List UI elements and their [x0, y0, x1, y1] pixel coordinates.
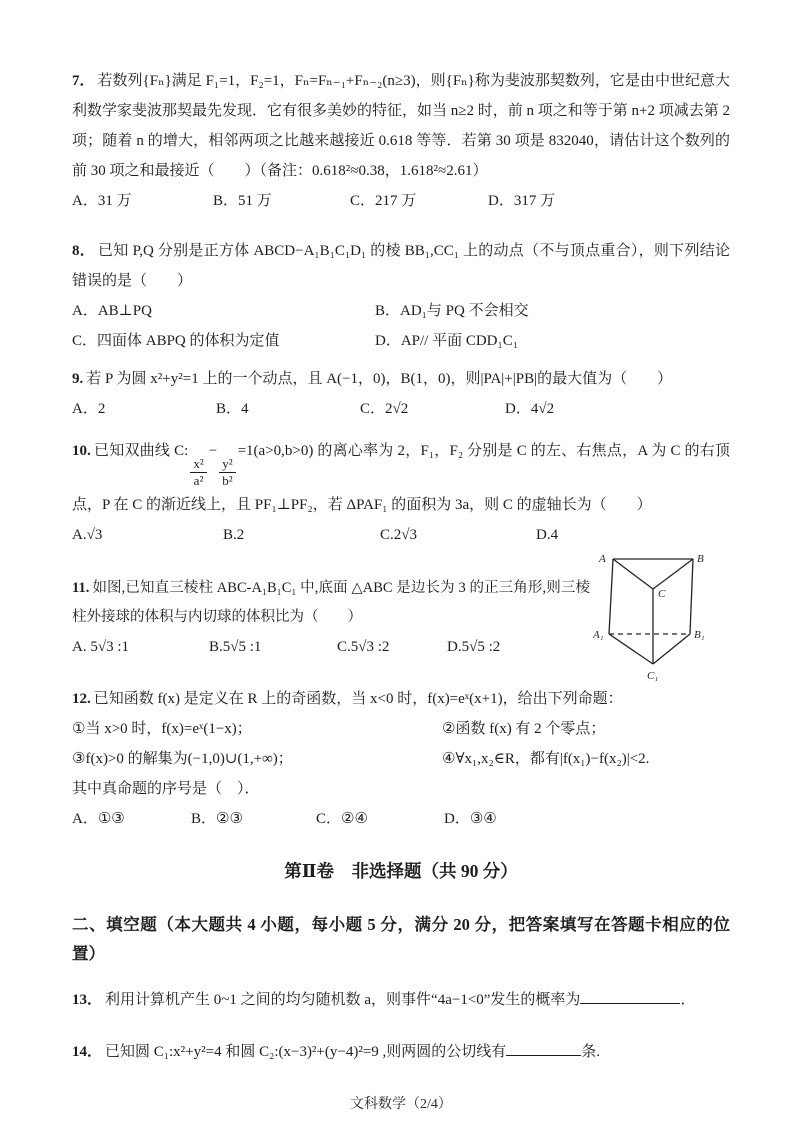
q9-option-d: D．4√2: [505, 401, 555, 417]
q10-option-b: B.2: [223, 526, 245, 543]
question-14-number: 14．: [72, 1044, 103, 1061]
fraction-numerator: y²: [219, 456, 235, 473]
question-13-text: [72, 985, 730, 1015]
question-9-options: [72, 394, 730, 424]
q8-option-a: A．AB⊥PQ: [72, 303, 152, 319]
minus-sign: −: [208, 443, 218, 459]
question-9-text: [72, 364, 730, 394]
q12-option-c: C．②④: [316, 810, 368, 827]
vertex-label-A1: A₁: [593, 628, 604, 641]
question-10-options: [72, 520, 730, 550]
q12-prop-2: ②函数 f(x) 有 2 个零点；: [442, 720, 606, 737]
fraction-denominator: a²: [193, 473, 204, 489]
question-8-options-row-1: [72, 296, 730, 326]
vertex-label-B: B: [697, 552, 704, 565]
question-7-body: 若数列{Fₙ}满足 F₁=1，F₂=1，Fₙ=Fₙ₋₁+Fₙ₋₂(n≥3)，则{Fₙ}称为斐波那契数列，它是由中世纪意大利数学家斐波那契最先发现．它有很多美妙的特征，如当 n≥2 时，前 n 项之和等于第 n+2 项减去第 2 项；随着 n 的增大，相邻两项之比越来越接近 0.618 等等．若第 30 项是 832040，请估计这个数列的前 30 项之和最接近（ ）（备注：0.618²≈0.38，1.618²≈2.61）: [72, 73, 730, 179]
question-11-text: [72, 574, 590, 632]
question-10: [72, 436, 730, 550]
q12-prop-3: ③f(x)>0 的解集为(−1,0)∪(1,+∞)；: [72, 750, 293, 767]
question-8-body: 已知 P,Q 分别是正方体 ABCD−A₁B₁C₁D₁ 的棱 BB₁,CC₁ 上的动点（不与顶点重合），则下列结论错误的是（ ）: [72, 243, 730, 289]
q11-option-c: C.5√3 :2: [337, 638, 390, 655]
q7-option-b: B．51 万: [213, 193, 272, 209]
question-11-body: 如图,已知直三棱柱 ABC-A₁B₁C₁ 中,底面 △ABC 是边长为 3 的正三角形,则三棱柱外接球的体积与内切球的体积比为（ ）: [72, 579, 590, 625]
question-12-options: [72, 804, 730, 834]
question-12-number: 12.: [72, 690, 91, 707]
answer-blank: [506, 1042, 581, 1056]
fraction-numerator: x²: [190, 456, 206, 473]
question-14-suffix: 条.: [581, 1044, 601, 1061]
question-12-tail: 其中真命题的序号是（ ）．: [72, 780, 260, 797]
question-8-options-row-2: [72, 326, 730, 356]
question-9-body: 若 P 为圆 x²+y²=1 上的一个动点，且 A(−1，0)，B(1，0)，则|PA|+|PB|的最大值为（ ）: [86, 371, 673, 387]
q7-option-c: C．217 万: [350, 193, 417, 209]
question-7-number: 7．: [72, 73, 95, 89]
q10-option-c: C.2√3: [380, 526, 417, 543]
q10-option-d: D.4: [536, 526, 559, 543]
q11-option-a: A. 5√3 :1: [72, 638, 129, 655]
q12-prop-1: ①当 x>0 时，f(x)=eˣ(1−x)；: [72, 720, 252, 737]
vertex-label-A: A: [599, 552, 606, 565]
q12-prop-4: ④∀x₁,x₂∈R，都有|f(x₁)−f(x₂)|<2.: [442, 750, 650, 767]
question-10-text: [72, 436, 730, 520]
question-11-number: 11.: [72, 579, 90, 596]
q12-option-d: D．③④: [444, 810, 497, 827]
question-8: [72, 236, 730, 356]
q9-option-b: B．4: [216, 401, 249, 417]
q11-option-b: B.5√5 :1: [209, 638, 262, 655]
vertex-label-C: C: [658, 587, 666, 600]
fraction-x2-over-a2: [190, 456, 206, 490]
q7-option-d: D．317 万: [488, 193, 556, 209]
question-8-text: [72, 236, 730, 296]
question-9-number: 9.: [72, 371, 84, 387]
question-7-text: [72, 66, 730, 186]
question-11: [72, 552, 730, 682]
fraction-denominator: b²: [222, 473, 233, 489]
question-10-number: 10.: [72, 443, 91, 459]
question-10-intro: 已知双曲线 C:: [93, 443, 189, 459]
vertex-label-C1: C₁: [647, 669, 659, 682]
question-13-body: 利用计算机产生 0~1 之间的均匀随机数 a，则事件“4a−1<0”发生的概率为: [105, 992, 581, 1009]
question-10-body: =1(a>0,b>0) 的离心率为 2，F₁，F₂ 分别是 C 的左、右焦点，A 为 C 的右顶点，P 在 C 的渐近线上，且 PF₁⊥PF₂，若 ΔPAF₁ 的面积为 3a，则 C 的虚轴长为（ ）: [72, 443, 730, 513]
prism-edges: [609, 559, 693, 664]
question-12: [72, 684, 730, 834]
question-13: [72, 985, 730, 1015]
q11-option-d: D.5√5 :2: [447, 638, 501, 655]
fill-in-section-title: 二、填空题（本大题共 4 小题，每小题 5 分，满分 20 分，把答案填写在答题卡相应的位置）: [72, 914, 730, 964]
q10-option-a: A.√3: [72, 526, 103, 543]
question-7-options: [72, 186, 730, 216]
q12-option-b: B．②③: [191, 810, 243, 827]
q8-option-d: D．AP// 平面 CDD₁C₁: [375, 333, 518, 349]
question-8-number: 8．: [72, 243, 96, 259]
triangular-prism-figure: [593, 548, 743, 683]
question-12-propositions-row-1: [72, 714, 730, 744]
question-14-body: 已知圆 C₁:x²+y²=4 和圆 C₂:(x−3)²+(y−4)²=9 ,则两圆的公切线有: [105, 1044, 507, 1061]
vertex-label-B1: B₁: [694, 628, 705, 641]
q9-option-c: C．2√2: [360, 401, 409, 417]
answer-blank: [580, 990, 680, 1004]
page-footer: 文科数学（2/4）: [350, 1097, 452, 1113]
fraction-y2-over-b2: [219, 456, 235, 490]
q7-option-a: A．31 万: [72, 193, 132, 209]
question-12-propositions-row-2: [72, 744, 730, 774]
question-14: [72, 1037, 730, 1067]
question-9: [72, 364, 730, 424]
q12-option-a: A．①③: [72, 810, 125, 827]
question-14-text: [72, 1037, 730, 1067]
question-12-text: [72, 684, 730, 714]
section-2-title: 第Ⅱ卷 非选择题（共 90 分）: [284, 860, 518, 881]
q8-option-c: C．四面体 ABPQ 的体积为定值: [72, 333, 280, 349]
question-7: [72, 66, 730, 216]
q8-option-b: B．AD₁与 PQ 不会相交: [375, 303, 529, 319]
question-12-body: 已知函数 f(x) 是定义在 R 上的奇函数，当 x<0 时，f(x)=eˣ(x+1)，给出下列命题：: [93, 690, 623, 707]
question-13-suffix: ．: [680, 992, 696, 1009]
question-13-number: 13．: [72, 992, 103, 1009]
q9-option-a: A．2: [72, 401, 106, 417]
